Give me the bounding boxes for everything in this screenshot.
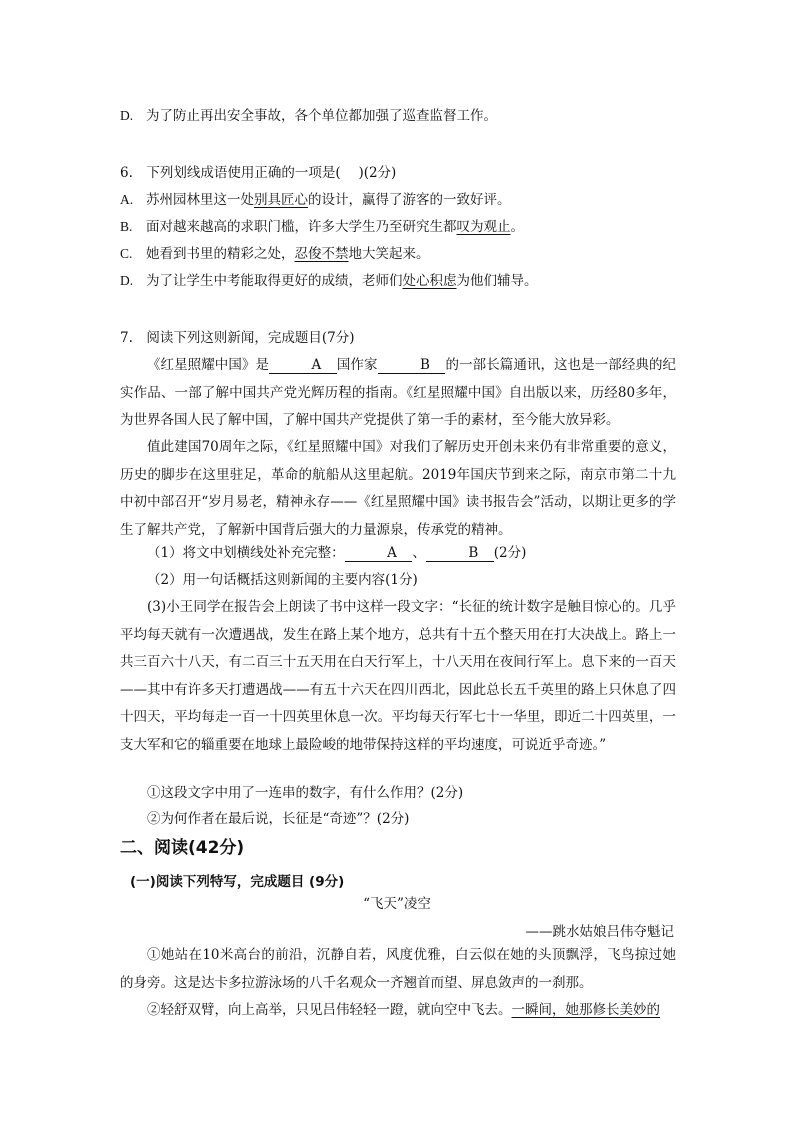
underlined-idiom: 叹为观止 (456, 219, 511, 235)
underlined-idiom: 别具匠心 (254, 192, 308, 208)
q6-option-b (120, 217, 524, 237)
option-label: B. (120, 219, 133, 234)
article-paragraph-1: ①她站在10米高台的前沿，沉静自若，风度优雅，白云似在她的头顶飘浮，飞鸟掠过她的身旁。这是达卡多拉游泳场的八千名观众一齐翘首而望、屏息敛声的一刹那。 (120, 947, 676, 991)
option-label: A. (120, 192, 134, 207)
text-segment: （1）将文中划横线处补充完整： (147, 545, 345, 561)
article-subtitle: ——跳水姑娘吕伟夺魁记 (525, 924, 674, 940)
answer-blank-b: B (426, 545, 494, 562)
answer-blank-a: A (345, 545, 413, 562)
q7-subquestion-1 (120, 540, 676, 568)
q6-option-a (120, 190, 511, 210)
q7-paragraph-1 (120, 352, 676, 435)
text-segment: 《红星照耀中国》是 (147, 357, 270, 373)
q7-subquestion-3-2: ②为何作者在最后说，长征是“奇迹”？(2分) (147, 811, 410, 827)
option-text-post: 的设计，赢得了游客的一致好评。 (308, 192, 511, 208)
q7-subquestion-2: （2）用一句话概括这则新闻的主要内容(1分) (147, 572, 418, 588)
text-segment: 国作家 (336, 357, 378, 373)
q6-stem: 6. 下列划线成语使用正确的一项是( )(2分) (120, 165, 397, 181)
underlined-idiom: 处心积虑 (402, 273, 457, 289)
separator: 、 (412, 545, 426, 561)
subsection-heading: (一)阅读下列特写，完成题目 (9分) (130, 874, 345, 890)
section-heading: 二、阅读(42分) (120, 838, 245, 858)
text-segment: ②轻舒双臂，向上高举，只见吕伟轻轻一蹬，就向空中飞去。 (147, 1002, 512, 1018)
points: (2分) (493, 545, 527, 561)
q6-option-c (120, 244, 430, 264)
option-text-pre: 为了让学生中考能取得更好的成绩，老师们 (146, 273, 403, 289)
q7-paragraph-2: 值此建国70周年之际，《红星照耀中国》对我们了解历史开创未来仍有非常重要的意义，历史的脚步在这里驻足，革命的航船从这里起航。2019年国庆节到来之际，南京市第二十九中初中部召开“岁月易老，精神永存——《红星照耀中国》读书报告会”活动，以期让更多的学生了解共产党，了解新中国背后强大的力量源泉，传承党的精神。 (120, 439, 676, 538)
underlined-sentence: 一瞬间，她那修长美妙的 (511, 1002, 660, 1018)
option-label: D. (120, 273, 134, 288)
option-text-pre: 面对越来越高的求职门槛，许多大学生乃至研究生都 (146, 219, 457, 235)
q5-option-d (120, 106, 497, 126)
blank-a: A (269, 357, 337, 374)
article-paragraph-2 (120, 997, 676, 1025)
option-text-post: 地大笑起来。 (348, 246, 430, 262)
underlined-idiom: 忍俊不禁 (294, 246, 349, 262)
q7-stem: 7. 阅读下列这则新闻，完成题目(7分) (120, 330, 355, 346)
text-segment: 的一部长篇通讯，这也是一部经典的纪实作品、一部了解中国共产党光辉历程的指南。《红星照耀中国》自出版以来，历经80多年，为世界各国人民了解中国，了解中国共产党提供了第一手的素材，至今能大放异彩。 (120, 357, 677, 429)
option-label: D. (120, 108, 134, 123)
option-text-pre: 苏州园林里这一处 (146, 192, 254, 208)
q7-subquestion-3: (3)小王同学在报告会上朗读了书中这样一段文字：“长征的统计数字是触目惊心的。几乎平均每天就有一次遭遇战，发生在路上某个地方，总共有十五个整天用在打大决战上。路上一共三百六十八天，有二百三十五天用在白天行军上，十八天用在夜间行军上。息下来的一百天——其中有许多天打遭遇战——有五十六天在四川西北，因此总长五千英里的路上只休息了四十四天，平均每走一百一十四英里休息一次。平均每天行军七十一华里，即近二十四英里，一支大军和它的辎重要在地球上最险峻的地带保持这样的平均速度，可说近乎奇迹。” (120, 599, 676, 753)
option-text-post: 为他们辅导。 (456, 273, 538, 289)
option-text: 为了防止再出安全事故，各个单位都加强了巡查监督工作。 (146, 108, 497, 124)
blank-b: B (378, 357, 446, 374)
article-title: “飞天”凌空 (363, 896, 431, 912)
q6-option-d (120, 271, 538, 291)
option-text-post: 。 (510, 219, 524, 235)
q7-subquestion-3-1: ①这段文字中用了一连串的数字，有什么作用？(2分) (147, 785, 464, 801)
option-text-pre: 她看到书里的精彩之处， (146, 246, 295, 262)
option-label: C. (120, 246, 133, 261)
